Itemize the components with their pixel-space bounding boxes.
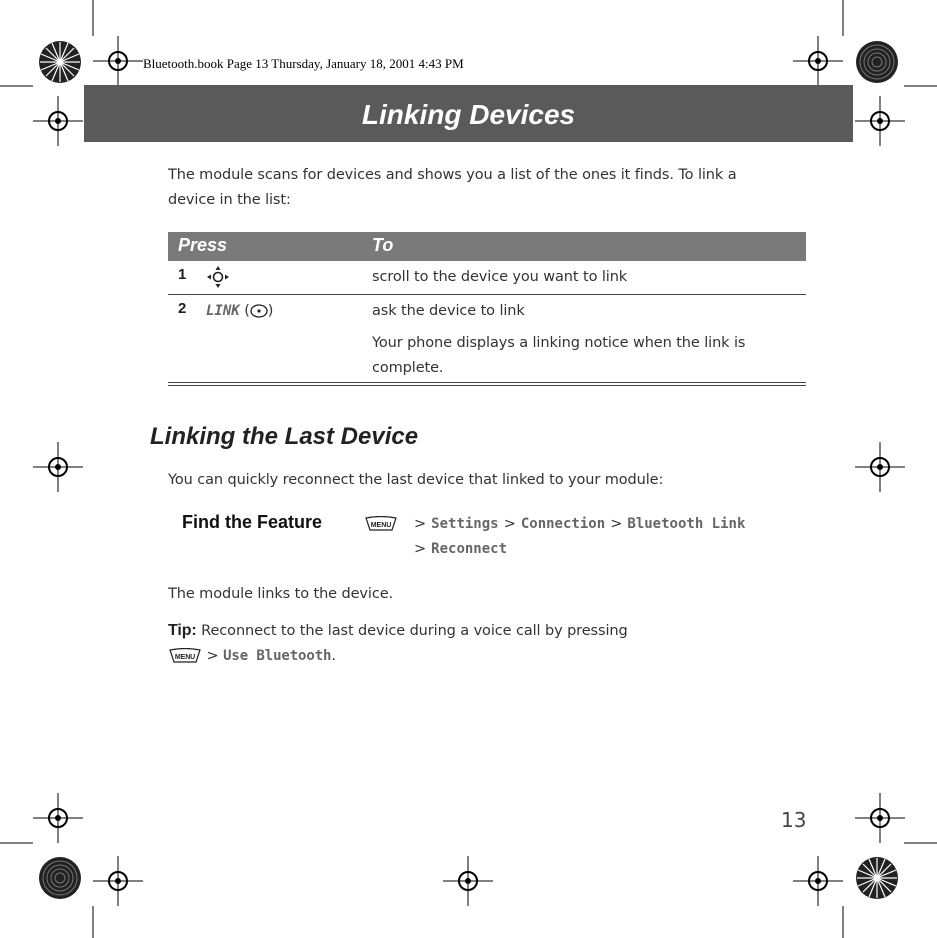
row-note-line: complete. <box>372 360 444 376</box>
starburst-mark-icon <box>38 40 82 84</box>
page-title: Linking Devices <box>361 99 576 130</box>
ok-key-icon <box>250 304 268 318</box>
tip-label: Tip: <box>168 622 197 639</box>
starburst-mark-icon <box>855 856 899 900</box>
intro-line: device in the list: <box>168 192 291 208</box>
section-intro: You can quickly reconnect the last device that linked to your module: <box>168 472 664 488</box>
svg-text:MENU: MENU <box>370 522 392 529</box>
page-number: 13 <box>781 808 807 832</box>
row-note-line: Your phone displays a linking notice when the link is <box>372 335 746 351</box>
menu-item-reconnect: Reconnect <box>431 541 508 557</box>
menu-key-icon <box>168 648 202 664</box>
concentric-mark-icon <box>38 856 82 900</box>
section-title: Linking the Last Device <box>150 423 419 450</box>
step-number: 1 <box>178 266 187 283</box>
link-key: LINK ( ) <box>206 303 274 319</box>
menu-item-settings: Settings <box>431 516 499 532</box>
result-text: The module links to the device. <box>168 586 394 602</box>
tip-paragraph: Tip: Reconnect to the last device during a voice call by pressing MENU > Use Bluetooth. <box>168 622 628 664</box>
press-to-table <box>168 232 806 386</box>
table-end-rule <box>168 383 806 386</box>
table-row <box>168 261 806 295</box>
row-note <box>372 331 745 381</box>
menu-item-bluetooth-link: Bluetooth Link <box>627 516 746 532</box>
intro-paragraph <box>168 163 736 213</box>
print-header: Bluetooth.book Page 13 Thursday, January 18, 2001 4:43 PM <box>143 56 464 71</box>
table-row <box>168 295 806 383</box>
tip-text: Reconnect to the last device during a voice call by pressing <box>201 623 628 639</box>
feature-path: > Settings > Connection > Bluetooth Link > Reconnect <box>414 516 746 557</box>
find-feature-label: Find the Feature <box>182 512 323 532</box>
svg-text:MENU: MENU <box>174 654 196 661</box>
intro-line: The module scans for devices and shows you a list of the ones it finds. To link a <box>168 167 737 183</box>
row-action: ask the device to link <box>372 303 525 319</box>
link-key-label: LINK <box>206 303 240 319</box>
header-to: To <box>372 235 394 255</box>
table-header <box>168 232 806 261</box>
row-action: scroll to the device you want to link <box>372 269 628 285</box>
title-bar <box>84 85 853 142</box>
header-press: Press <box>178 235 228 255</box>
step-number: 2 <box>178 300 187 317</box>
nav-key-icon <box>206 265 230 289</box>
concentric-mark-icon <box>855 40 899 84</box>
menu-item-use-bluetooth: Use Bluetooth <box>223 648 332 664</box>
menu-item-connection: Connection <box>520 516 606 532</box>
menu-key-icon <box>364 516 398 532</box>
